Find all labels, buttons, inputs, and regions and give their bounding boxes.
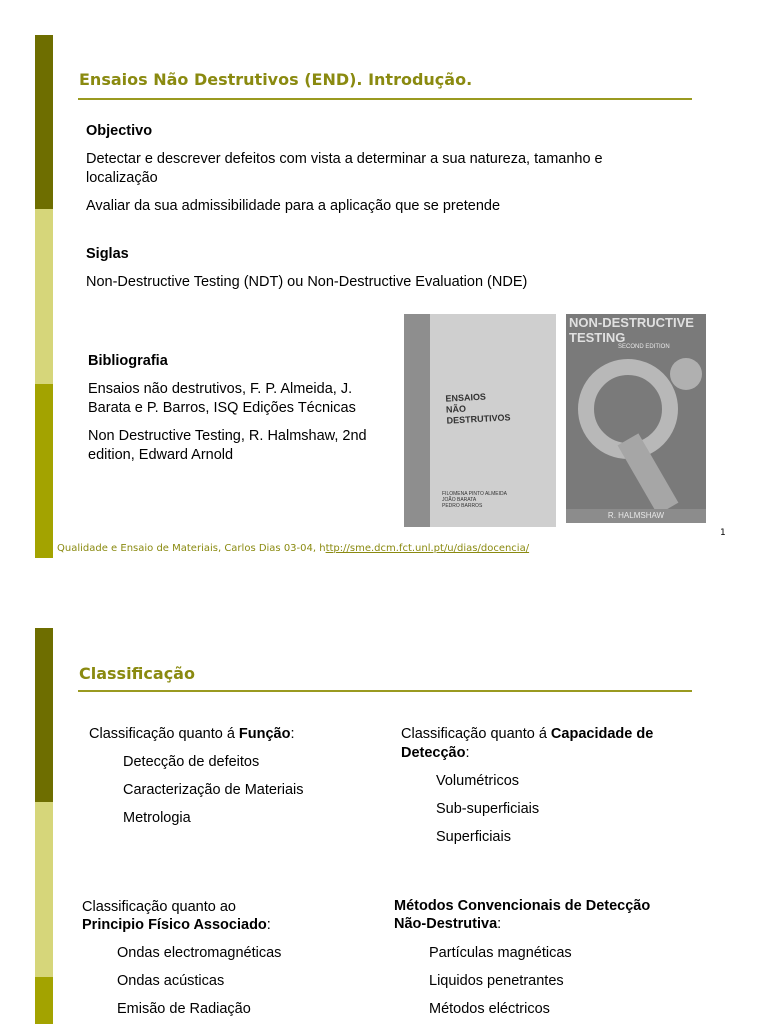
funcao-item: Detecção de defeitos	[123, 754, 260, 770]
capacidade-bold2: Detecção	[401, 745, 466, 761]
slide2-side-bar	[35, 628, 53, 1024]
book1-authors: FILOMENA PINTO ALMEIDA JOÃO BARATA PEDRO BARROS	[442, 491, 507, 509]
metodos-item: Métodos eléctricos	[429, 1001, 550, 1017]
slide2-title: Classificação	[79, 664, 195, 683]
bib1-line1: Ensaios não destrutivos, F. P. Almeida, J.	[88, 381, 353, 397]
bib1-line2: Barata e P. Barros, ISQ Edições Técnicas	[88, 400, 356, 416]
side-bar-light-segment	[35, 209, 53, 384]
footer-text: Qualidade e Ensaio de Materiais, Carlos Dias 03-04, h	[57, 543, 326, 554]
principio-heading-line1: Classificação quanto ao	[82, 899, 236, 915]
bib2-line2: edition, Edward Arnold	[88, 447, 234, 463]
book-spine	[404, 314, 430, 527]
principio-suffix: :	[266, 917, 271, 933]
side-bar-mid-segment	[35, 977, 53, 1024]
page-number: 1	[720, 528, 726, 538]
side-bar-light-segment	[35, 802, 53, 977]
principio-heading-line2	[82, 916, 271, 935]
slide2-title-rule	[78, 690, 692, 692]
book-cover-ndt	[566, 314, 706, 523]
book2-title-line1: NON-DESTRUCTIVE	[569, 315, 694, 330]
metodos-item: Liquidos penetrantes	[429, 973, 564, 989]
funcao-bold: Função	[238, 726, 291, 742]
capacidade-item: Volumétricos	[436, 773, 520, 789]
side-bar-dark-segment	[35, 35, 53, 209]
funcao-suffix: :	[290, 726, 295, 742]
objectivo-line2: localização	[86, 170, 158, 186]
side-bar-mid-segment	[35, 384, 53, 558]
funcao-prefix: Classificação quanto á	[89, 726, 239, 742]
principio-item: Emisão de Radiação	[117, 1001, 251, 1017]
book1-title: ENSAIOS NÃO DESTRUTIVOS	[445, 391, 511, 426]
footer-link[interactable]: ttp://sme.dcm.fct.unl.pt/u/dias/docencia/	[325, 543, 530, 554]
capacidade-item: Sub-superficiais	[436, 801, 540, 817]
siglas-text: Non-Destructive Testing (NDT) ou Non-Destructive Evaluation (NDE)	[86, 274, 528, 290]
capacidade-heading-line2	[401, 744, 470, 763]
capacidade-bold1: Capacidade de	[550, 726, 654, 742]
siglas-heading: Siglas	[86, 246, 129, 262]
objectivo-line1: Detectar e descrever defeitos com vista a determinar a sua natureza, tamanho e	[86, 151, 603, 167]
bibliografia-heading: Bibliografia	[88, 353, 168, 369]
metodos-bold2: Não-Destrutiva	[394, 916, 498, 932]
metodos-heading-line2	[394, 915, 501, 934]
slide1-side-bar	[35, 35, 53, 558]
book2-author: R. HALMSHAW	[566, 509, 706, 523]
book2-edition: SECOND EDITION	[618, 344, 670, 350]
book2-title-line2: TESTING	[569, 330, 626, 345]
objectivo-heading: Objectivo	[86, 123, 153, 139]
principio-item: Ondas electromagnéticas	[117, 945, 282, 961]
funcao-item: Caracterização de Materiais	[123, 782, 304, 798]
slide1-title-rule	[78, 98, 692, 100]
principio-bold: Principio Físico Associado	[82, 917, 267, 933]
capacidade-prefix: Classificação quanto á	[401, 726, 551, 742]
capacidade-heading-line1	[401, 725, 653, 744]
slide1-title: Ensaios Não Destrutivos (END). Introdução.	[79, 70, 473, 89]
bib2-line1: Non Destructive Testing, R. Halmshaw, 2nd	[88, 428, 367, 444]
funcao-item: Metrologia	[123, 810, 191, 826]
funcao-heading	[89, 725, 295, 744]
side-bar-dark-segment	[35, 628, 53, 802]
principio-item: Ondas acústicas	[117, 973, 225, 989]
metodos-item: Partículas magnéticas	[429, 945, 572, 961]
objectivo-line3: Avaliar da sua admissibilidade para a aplicação que se pretende	[86, 198, 501, 214]
capacidade-item: Superficiais	[436, 829, 511, 845]
book2-title	[569, 315, 694, 345]
metodos-heading-line1: Métodos Convencionais de Detecção	[394, 898, 651, 914]
capacidade-suffix: :	[465, 745, 470, 761]
slide1-footer	[57, 543, 529, 554]
book-cover-ensaios	[404, 314, 556, 527]
metodos-suffix: :	[497, 916, 502, 932]
